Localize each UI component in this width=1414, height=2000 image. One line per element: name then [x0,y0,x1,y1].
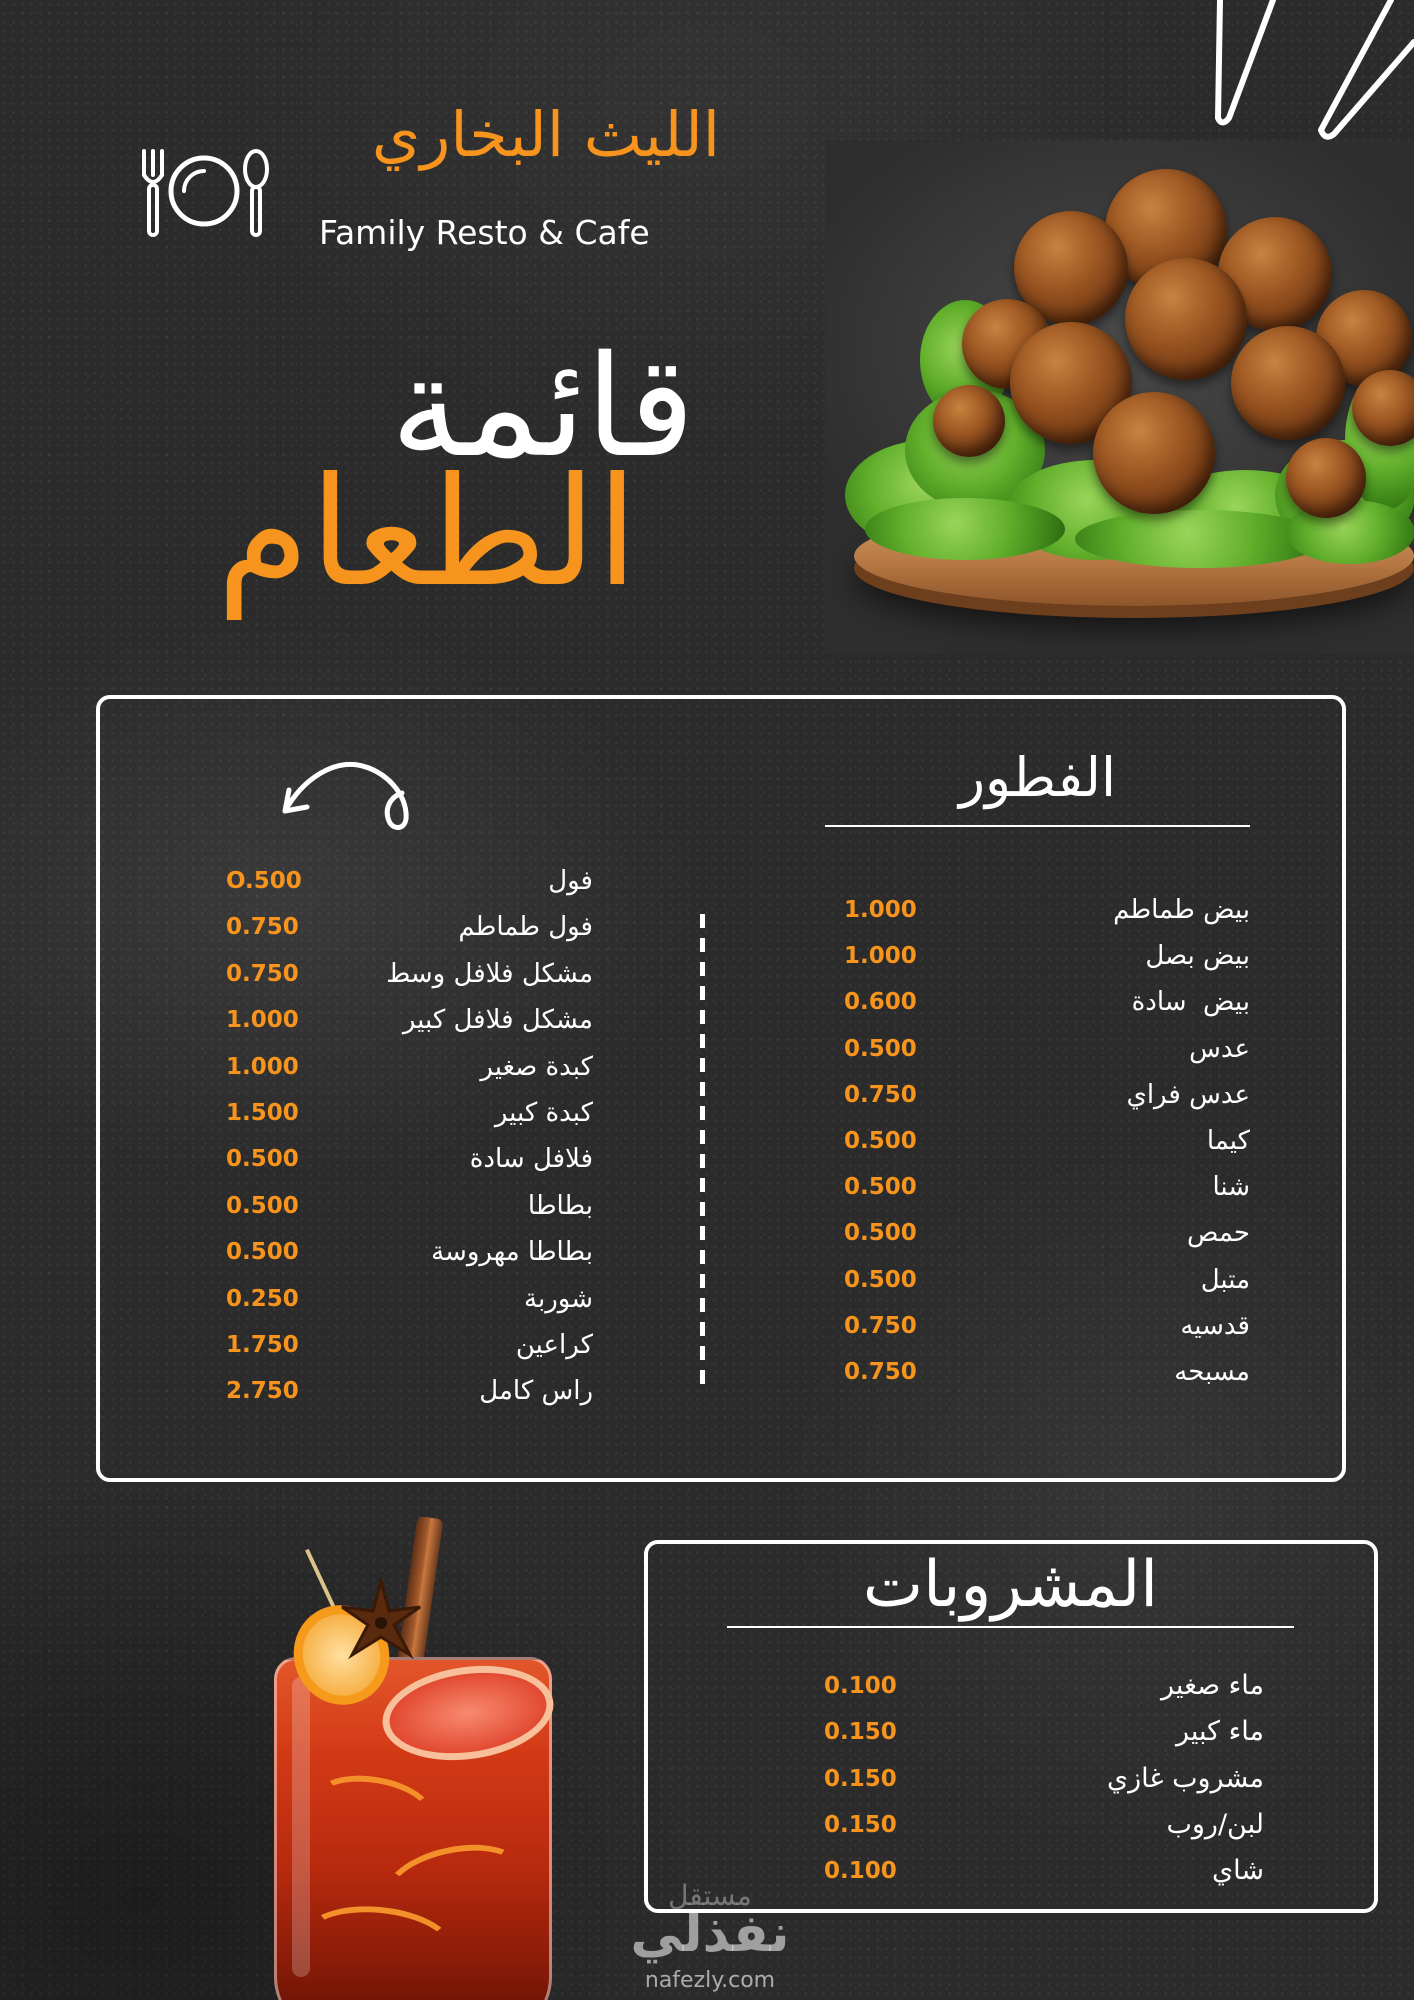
menu-item [226,1047,593,1087]
menu-item [226,1279,593,1319]
item-price: 0.150 [824,1811,897,1838]
restaurant-name: الليث البخاري [371,98,720,171]
item-price: 0.500 [226,1192,299,1219]
item-name: كيما [1206,1126,1250,1156]
item-price: 0.500 [844,1035,917,1062]
menu-item [824,1712,1264,1752]
item-price: 0.150 [824,1719,897,1746]
menu-item [226,1139,593,1179]
watermark-line2: نفذلي [630,1904,790,1964]
menu-item [226,954,593,994]
menu-item [844,1075,1250,1115]
item-price: 1.000 [844,897,917,923]
star-anise-icon [336,1577,426,1667]
item-price: 0.500 [844,1128,917,1154]
menu-item [844,1260,1250,1300]
falafel-photo [825,140,1414,653]
item-name: مشكل فلافل كبير [402,1005,593,1036]
menu-item [226,1000,593,1040]
menu-item [844,1213,1250,1253]
menu-item [226,907,593,947]
menu-item [226,1093,593,1133]
menu-item [824,1666,1264,1706]
item-name: بيض طماطم [1113,895,1250,925]
item-price: 0.500 [226,1239,299,1266]
item-name: فول طماطم [458,912,593,943]
item-price: 0.100 [824,1858,897,1885]
item-price: 1.750 [226,1332,299,1358]
item-name: بيض بصل [1145,941,1250,972]
item-name: فول [548,866,593,896]
column-divider [700,914,705,1384]
drinks-heading: المشروبات [862,1548,1159,1622]
item-name: ماء كبير [1175,1716,1264,1748]
menu-title-line2: الطعام [216,446,638,620]
item-name: ماء صغير [1161,1670,1264,1701]
menu-item [844,1352,1250,1392]
item-name: عدس [1189,1033,1250,1064]
menu-item [844,890,1250,930]
item-price: 0.600 [844,989,917,1016]
menu-title-line1: قائمة [390,326,695,489]
menu-item [844,1029,1250,1069]
glass-highlight [292,1677,310,1977]
item-name: قدسيه [1180,1310,1250,1341]
fork-plate-spoon-icon [140,147,274,239]
item-price: 0.250 [226,1285,299,1312]
breakfast-underline [825,825,1250,827]
item-name: راس كامل [479,1376,593,1407]
menu-item [226,1325,593,1365]
item-price: 0.150 [824,1765,897,1792]
menu-item [844,936,1250,976]
item-price: 0.100 [824,1673,897,1699]
item-name: بطاطا مهروسة [431,1237,593,1268]
menu-item [226,1371,593,1411]
item-price: 1.000 [226,1007,299,1034]
watermark-url: nafezly.com [644,1968,776,1993]
item-price: 0.500 [226,1146,299,1173]
item-price: 0.750 [844,1081,917,1108]
watermark-line1: مستقل [668,1879,752,1912]
item-price: 1.000 [844,943,917,970]
item-name: متبل [1200,1264,1250,1295]
item-price: 2.750 [226,1378,299,1405]
item-name: مسبحه [1174,1357,1250,1387]
item-price: 1.500 [226,1100,299,1126]
item-name: بطاطا [527,1190,593,1221]
menu-item [844,982,1250,1022]
menu-item [226,1186,593,1226]
item-price: 0.750 [844,1312,917,1339]
drinks-underline [727,1626,1294,1628]
menu-item [824,1805,1264,1845]
item-price: 1.000 [226,1053,299,1080]
item-price: 0.750 [226,960,299,987]
menu-item [844,1167,1250,1207]
menu-item [226,1232,593,1272]
item-price: 0.500 [844,1266,917,1293]
item-name: كبدة كبير [494,1098,593,1128]
item-name: شاي [1212,1855,1264,1887]
menu-item [824,1851,1264,1891]
item-name: شوربة [524,1283,593,1314]
item-price: 0.500 [844,1174,917,1201]
curved-arrow-icon [276,755,416,835]
item-name: شنا [1212,1172,1250,1203]
item-name: بيض سادة [1131,987,1250,1018]
item-price: 0.500 [844,1220,917,1247]
item-name: كبدة صغير [480,1051,593,1082]
menu-item [824,1759,1264,1799]
item-price: O.500 [226,868,302,894]
item-name: كراعين [515,1330,593,1360]
item-price: 0.750 [844,1359,917,1385]
menu-item [844,1121,1250,1161]
restaurant-tagline: Family Resto & Cafe [319,213,650,252]
menu-item [844,1306,1250,1346]
item-price: 0.750 [226,914,299,941]
item-name: مشكل فلافل وسط [386,958,593,989]
chalk-strokes-decoration [1205,0,1414,150]
item-name: حمص [1187,1218,1250,1249]
item-name: فلافل سادة [469,1144,593,1175]
item-name: عدس فراي [1126,1079,1250,1110]
item-name: مشروب غازي [1106,1762,1264,1794]
item-name: لبن/روب [1166,1808,1264,1840]
breakfast-heading: الفطور [958,746,1117,809]
drink-photo [274,1517,559,2000]
menu-item [226,861,593,901]
